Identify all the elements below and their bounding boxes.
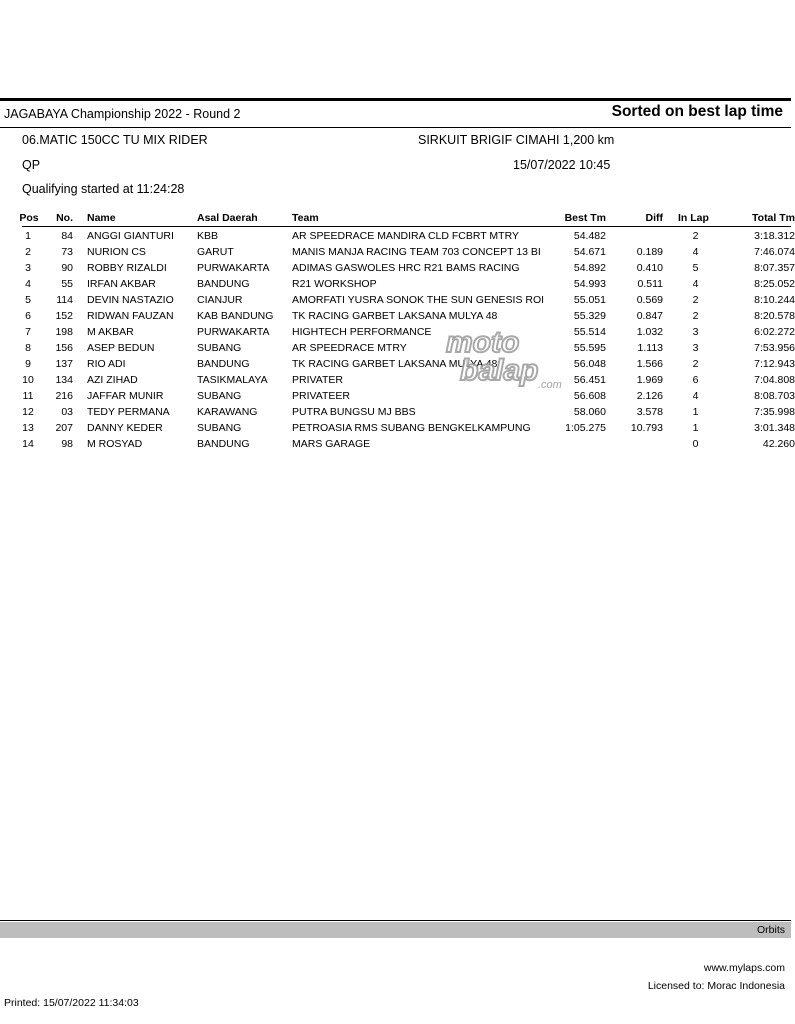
col-diff-header: Diff [645, 212, 663, 224]
table-row [0, 245, 795, 261]
team-cell: AR SPEEDRACE MTRY [292, 342, 407, 354]
pos-cell: 4 [25, 278, 31, 290]
session-code: QP [22, 158, 41, 172]
table-row [0, 277, 795, 293]
total-time-cell: 7:46.074 [754, 246, 795, 258]
name-cell: AZI ZIHAD [87, 374, 138, 386]
total-time-cell: 8:07.357 [754, 262, 795, 274]
name-cell: M ROSYAD [87, 438, 143, 450]
number-cell: 198 [55, 326, 73, 338]
team-cell: AMORFATI YUSRA SONOK THE SUN GENESIS ROI [292, 294, 545, 306]
total-time-cell: 8:08.703 [754, 390, 795, 402]
name-cell: IRFAN AKBAR [87, 278, 156, 290]
area-cell: SUBANG [197, 342, 242, 354]
best-time-cell: 56.608 [573, 390, 606, 402]
pos-cell: 14 [22, 438, 34, 450]
diff-cell: 1.969 [636, 374, 663, 386]
col-pos-header: Pos [19, 212, 39, 224]
team-cell: PRIVATEER [292, 390, 350, 402]
table-row [0, 405, 795, 421]
table-row [0, 421, 795, 437]
area-cell: SUBANG [197, 422, 242, 434]
total-time-cell: 7:04.808 [754, 374, 795, 386]
diff-cell: 10.793 [630, 422, 663, 434]
total-time-cell: 3:18.312 [754, 230, 795, 242]
number-cell: 216 [55, 390, 73, 402]
name-cell: M AKBAR [87, 326, 134, 338]
best-time-cell: 58.060 [573, 406, 606, 418]
best-time-cell: 55.595 [573, 342, 606, 354]
diff-cell: 3.578 [636, 406, 663, 418]
team-cell: MARS GARAGE [292, 438, 371, 450]
diff-cell: 0.847 [636, 310, 663, 322]
table-row [0, 229, 795, 245]
number-cell: 98 [61, 438, 73, 450]
sort-label: Sorted on best lap time [611, 103, 783, 120]
diff-cell: 1.113 [637, 342, 663, 354]
team-cell: PUTRA BUNGSU MJ BBS [292, 406, 416, 418]
team-cell: TK RACING GARBET LAKSANA MULYA 48 [292, 358, 498, 370]
event-class: 06.MATIC 150CC TU MIX RIDER [22, 133, 208, 147]
top-rule [0, 98, 791, 101]
in-lap-cell: 6 [692, 374, 699, 386]
best-time-cell: 55.514 [573, 326, 606, 338]
name-cell: JAFFAR MUNIR [87, 390, 164, 402]
col-team-header: Team [292, 212, 319, 224]
footer-band [0, 922, 791, 938]
in-lap-cell: 3 [692, 326, 699, 338]
license-text: Licensed to: Morac Indonesia [647, 980, 785, 992]
watermark-suffix: .com [538, 379, 562, 391]
best-time-cell: 55.329 [573, 310, 606, 322]
col-name-header: Name [87, 212, 116, 224]
col-no-header: No. [56, 212, 73, 224]
team-cell: PRIVATER [292, 374, 343, 386]
area-cell: KARAWANG [197, 406, 258, 418]
pos-cell: 5 [25, 294, 31, 306]
area-cell: PURWAKARTA [197, 326, 270, 338]
table-row [0, 341, 795, 357]
area-cell: SUBANG [197, 390, 242, 402]
number-cell: 156 [55, 342, 73, 354]
area-cell: TASIKMALAYA [197, 374, 268, 386]
pos-cell: 6 [25, 310, 31, 322]
total-time-cell: 8:20.578 [754, 310, 795, 322]
pos-cell: 8 [25, 342, 31, 354]
area-cell: CIANJUR [197, 294, 243, 306]
session-datetime: 15/07/2022 10:45 [513, 158, 611, 172]
in-lap-cell: 4 [692, 390, 699, 402]
table-row [0, 325, 795, 341]
team-cell: TK RACING GARBET LAKSANA MULYA 48 [292, 310, 498, 322]
number-cell: 114 [56, 294, 73, 306]
total-time-cell: 8:10.244 [754, 294, 795, 306]
team-cell: R21 WORKSHOP [292, 278, 377, 290]
best-time-cell: 54.482 [573, 230, 606, 242]
pos-cell: 10 [22, 374, 34, 386]
team-cell: MANIS MANJA RACING TEAM 703 CONCEPT 13 BI [292, 246, 541, 258]
best-time-cell: 55.051 [573, 294, 606, 306]
in-lap-cell: 1 [692, 422, 699, 434]
total-time-cell: 3:01.348 [754, 422, 795, 434]
in-lap-cell: 2 [692, 230, 699, 242]
table-row [0, 309, 795, 325]
pos-cell: 2 [25, 246, 31, 258]
diff-cell: 1.566 [636, 358, 663, 370]
number-cell: 152 [55, 310, 73, 322]
diff-cell: 0.410 [636, 262, 663, 274]
pos-cell: 13 [22, 422, 34, 434]
pos-cell: 11 [22, 390, 34, 402]
col-best-header: Best Tm [564, 212, 606, 224]
name-cell: DANNY KEDER [87, 422, 163, 434]
in-lap-cell: 4 [692, 246, 699, 258]
name-cell: RIO ADI [87, 358, 126, 370]
diff-cell: 0.569 [636, 294, 663, 306]
number-cell: 207 [55, 422, 73, 434]
mylaps-link[interactable]: www.mylaps.com [703, 962, 785, 974]
number-cell: 134 [55, 374, 73, 386]
orbits-label: Orbits [756, 924, 785, 936]
table-header-rule [22, 226, 791, 227]
table-row [0, 373, 795, 389]
team-cell: ADIMAS GASWOLES HRC R21 BAMS RACING [292, 262, 520, 274]
area-cell: PURWAKARTA [197, 262, 270, 274]
table-row [0, 261, 795, 277]
name-cell: RIDWAN FAUZAN [87, 310, 174, 322]
table-row [0, 357, 795, 373]
area-cell: KAB BANDUNG [197, 310, 274, 322]
table-row [0, 437, 795, 453]
team-cell: AR SPEEDRACE MANDIRA CLD FCBRT MTRY [292, 230, 519, 242]
pos-cell: 12 [22, 406, 34, 418]
name-cell: ANGGI GIANTURI [87, 230, 174, 242]
total-time-cell: 42.260 [762, 438, 795, 450]
in-lap-cell: 2 [692, 358, 699, 370]
watermark-bottom: balap [460, 354, 539, 387]
pos-cell: 1 [25, 230, 31, 242]
number-cell: 84 [61, 230, 73, 242]
in-lap-cell: 4 [692, 278, 699, 290]
team-cell: HIGHTECH PERFORMANCE [292, 326, 432, 338]
pos-cell: 3 [25, 262, 31, 274]
name-cell: ROBBY RIZALDI [87, 262, 167, 274]
col-lap-header: In Lap [678, 212, 709, 224]
area-cell: GARUT [197, 246, 234, 258]
footer-rule [0, 920, 791, 921]
number-cell: 73 [61, 246, 73, 258]
diff-cell: 0.511 [637, 278, 663, 290]
table-row [0, 293, 795, 309]
area-cell: KBB [197, 230, 219, 242]
best-time-cell: 54.892 [573, 262, 606, 274]
in-lap-cell: 3 [692, 342, 699, 354]
name-cell: NURION CS [87, 246, 146, 258]
number-cell: 55 [61, 278, 73, 290]
diff-cell: 2.126 [636, 390, 663, 402]
table-row [0, 389, 795, 405]
best-time-cell: 56.048 [573, 358, 606, 370]
area-cell: BANDUNG [197, 358, 250, 370]
col-area-header: Asal Daerah [197, 212, 258, 224]
best-time-cell: 54.993 [573, 278, 606, 290]
col-total-header: Total Tm [752, 212, 795, 224]
watermark-top: moto [446, 326, 520, 359]
in-lap-cell: 5 [692, 262, 699, 274]
in-lap-cell: 1 [692, 406, 699, 418]
total-time-cell: 6:02.272 [754, 326, 795, 338]
number-cell: 03 [61, 406, 73, 418]
total-time-cell: 7:53.956 [754, 342, 795, 354]
best-time-cell: 54.671 [573, 246, 606, 258]
best-time-cell: 1:05.275 [565, 422, 606, 434]
qualifying-start: Qualifying started at 11:24:28 [22, 182, 185, 196]
in-lap-cell: 0 [692, 438, 699, 450]
name-cell: TEDY PERMANA [87, 406, 170, 418]
diff-cell: 1.032 [636, 326, 663, 338]
diff-cell: 0.189 [636, 246, 663, 258]
total-time-cell: 7:35.998 [754, 406, 795, 418]
in-lap-cell: 2 [692, 310, 699, 322]
total-time-cell: 7:12.943 [754, 358, 795, 370]
best-time-cell: 56.451 [573, 374, 606, 386]
number-cell: 137 [55, 358, 73, 370]
area-cell: BANDUNG [197, 278, 250, 290]
name-cell: ASEP BEDUN [87, 342, 155, 354]
pos-cell: 7 [25, 326, 31, 338]
total-time-cell: 8:25.052 [754, 278, 795, 290]
printed-timestamp: Printed: 15/07/2022 11:34:03 [4, 997, 139, 1009]
circuit-name: SIRKUIT BRIGIF CIMAHI 1,200 km [418, 133, 615, 147]
pos-cell: 9 [25, 358, 31, 370]
in-lap-cell: 2 [692, 294, 699, 306]
header-rule [0, 127, 791, 128]
name-cell: DEVIN NASTAZIO [87, 294, 174, 306]
number-cell: 90 [61, 262, 73, 274]
table-header [0, 211, 795, 227]
area-cell: BANDUNG [197, 438, 250, 450]
team-cell: PETROASIA RMS SUBANG BENGKELKAMPUNG [292, 422, 531, 434]
championship-title: JAGABAYA Championship 2022 - Round 2 [4, 107, 241, 121]
